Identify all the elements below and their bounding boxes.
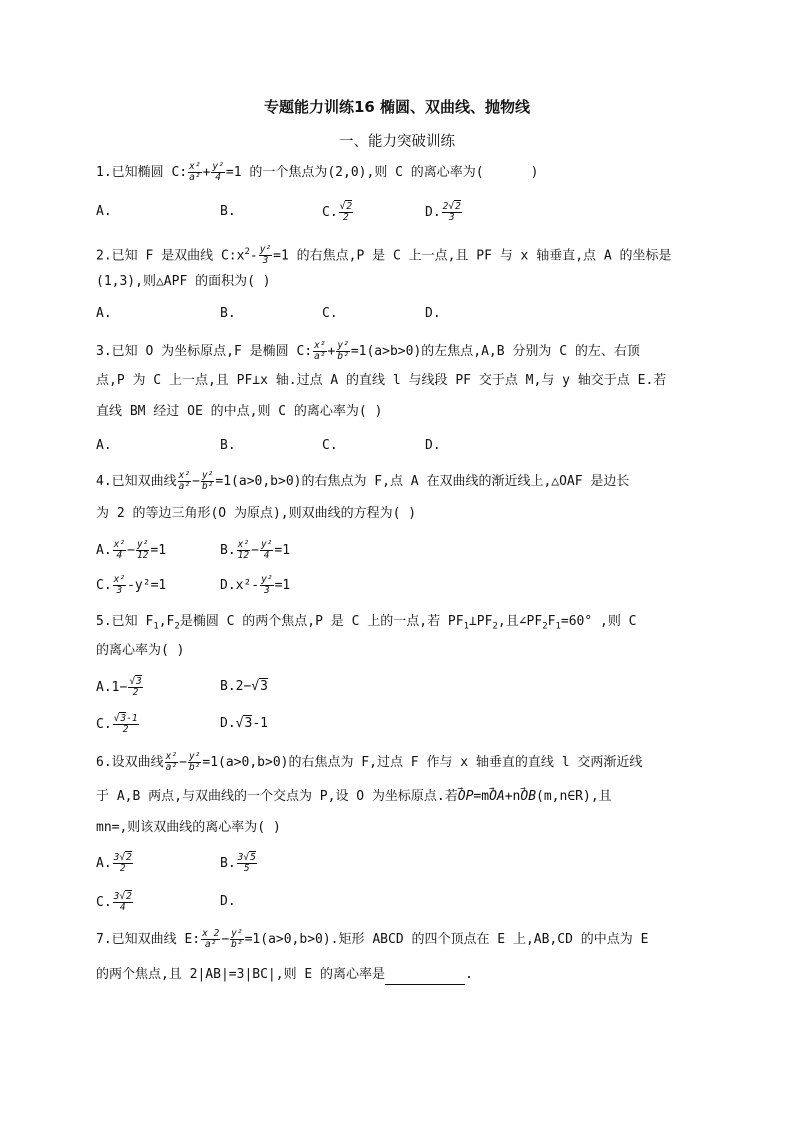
- question-5-line-2: 的离心率为( ): [96, 643, 185, 658]
- q5-option-d[interactable]: D.√3-1: [220, 716, 268, 731]
- question-2-line-1: 2.已知 F 是双曲线 $C:x^2-$ $\frac{\text{y²}}{3}$ =1 的右焦点,P 是 C 上一点,且 PF 与 x 轴垂直,点 A 的坐标是: [96, 244, 672, 267]
- q5-option-b[interactable]: B.2−√3: [220, 679, 268, 694]
- q3-option-a[interactable]: A.: [96, 438, 112, 453]
- question-6-line-3: mn=,则该双曲线的离心率为( ): [96, 820, 281, 835]
- question-4-line-1: 4.已知双曲线 $\frac{\text{x²}}{\text{a²}}$ − $\frac{\text{y²}}{\text{b²}}$ =1(a>0,b>0)的右焦点为 F,点 A 在双曲线的渐近线上,△OAF 是边长: [96, 470, 630, 492]
- question-3-line-3: 直线 BM 经过 OE 的中点,则 C 的离心率为( ): [96, 404, 383, 419]
- q1-option-c[interactable]: C. $\frac{√2}{2}$: [322, 201, 353, 223]
- question-3-line-1: 3.已知 O 为坐标原点,F 是椭圆 C: $\frac{\text{x²}}{\text{a²}}$ + $\frac{\text{y²}}{\text{b²}}$ =1(a>b>0)的左焦点,A,B 分别为 C 的左、右顶: [96, 340, 640, 362]
- q2-option-a[interactable]: A.: [96, 306, 112, 321]
- q6-option-c[interactable]: C. $\frac{3√2}{4}$: [96, 891, 132, 913]
- q4-option-a[interactable]: A. $\frac{\text{x²}}{4}$ − $\frac{\text{y²}}{12}$ =1: [96, 539, 167, 561]
- q1-option-b[interactable]: B.: [220, 204, 236, 219]
- question-3-line-2: 点,P 为 C 上一点,且 PF⊥x 轴.过点 A 的直线 l 与线段 PF 交于点 M,与 y 轴交于点 E.若: [96, 373, 667, 388]
- q6-option-b[interactable]: B. $\frac{3√5}{5}$: [220, 852, 256, 874]
- question-4-line-2: 为 2 的等边三角形(O 为原点),则双曲线的方程为( ): [96, 506, 417, 521]
- question-5-line-1: 5.已知 $F_1,F_2$是椭圆 C 的两个焦点,P 是 C 上的一点,若 $PF_1\perp PF_2$,且$\angle PF_2F_1=60^\circ$ ,则 C: [96, 614, 637, 632]
- q2-option-b[interactable]: B.: [220, 306, 236, 321]
- page-title: 专题能力训练16 椭圆、双曲线、抛物线: [263, 98, 531, 116]
- q3-option-d[interactable]: D.: [425, 438, 441, 453]
- question-6-line-1: 6.设双曲线 $\frac{\text{x²}}{\text{a²}}$ − $\frac{\text{y²}}{\text{b²}}$ =1(a>0,b>0)的右焦点为 F,过点 F 作与 x 轴垂直的直线 l 交两渐近线: [96, 751, 643, 773]
- answer-blank[interactable]: [385, 970, 465, 985]
- question-2-line-2: (1,3),则△APF 的面积为( ): [96, 274, 271, 289]
- q3-option-c[interactable]: C.: [322, 438, 338, 453]
- q2-option-d[interactable]: D.: [425, 306, 441, 321]
- question-7-line-2: 的两个焦点,且 2|AB|=3|BC|,则 E 的离心率是 .: [96, 965, 473, 985]
- q5-option-a[interactable]: A.1− $\frac{√3}{2}$: [96, 676, 142, 698]
- q5-option-c[interactable]: C. $\frac{√3-1}{2}$: [96, 713, 138, 735]
- question-7-line-1: 7.已知双曲线 E: $\frac{x 2}{\text{a²}}$ − $\frac{\text{y²}}{\text{b²}}$ =1(a>0,b>0).矩形 ABCD 的四个顶点在 E 上,AB,CD 的中点为 E: [96, 928, 649, 950]
- q4-option-d[interactable]: D.x²- $\frac{\text{y²}}{3}$ =1: [220, 574, 291, 596]
- q1-option-a[interactable]: A.: [96, 204, 112, 219]
- q3-option-b[interactable]: B.: [220, 438, 236, 453]
- fraction: $\frac{\text{y²}}{4}$: [212, 161, 224, 183]
- question-6-line-2: 于 A,B 两点,与双曲线的一个交点为 P,设 O 为坐标原点.若→ OP=m→ OA+n→ OB(m,n∈R),且: [96, 787, 612, 807]
- fraction: $\frac{\text{x²}}{\text{a²}}$: [189, 161, 201, 183]
- q4-option-c[interactable]: C. $\frac{\text{x²}}{3}$ -y²=1: [96, 574, 167, 596]
- question-1: 1.已知椭圆 C: $\frac{\text{x²}}{\text{a²}}$ + $\frac{\text{y²}}{4}$ =1 的一个焦点为(2,0),则 C 的离心率为( ): [96, 161, 539, 183]
- q6-option-d[interactable]: D.: [220, 894, 236, 909]
- q1-option-d[interactable]: D. $\frac{2√2}{3}$: [425, 201, 461, 223]
- q2-option-c[interactable]: C.: [322, 306, 338, 321]
- section-title: 一、能力突破训练: [339, 134, 455, 150]
- q4-option-b[interactable]: B. $\frac{\text{x²}}{12}$ − $\frac{\text{y²}}{4}$ =1: [220, 539, 291, 561]
- q6-option-a[interactable]: A. $\frac{3√2}{2}$: [96, 852, 132, 874]
